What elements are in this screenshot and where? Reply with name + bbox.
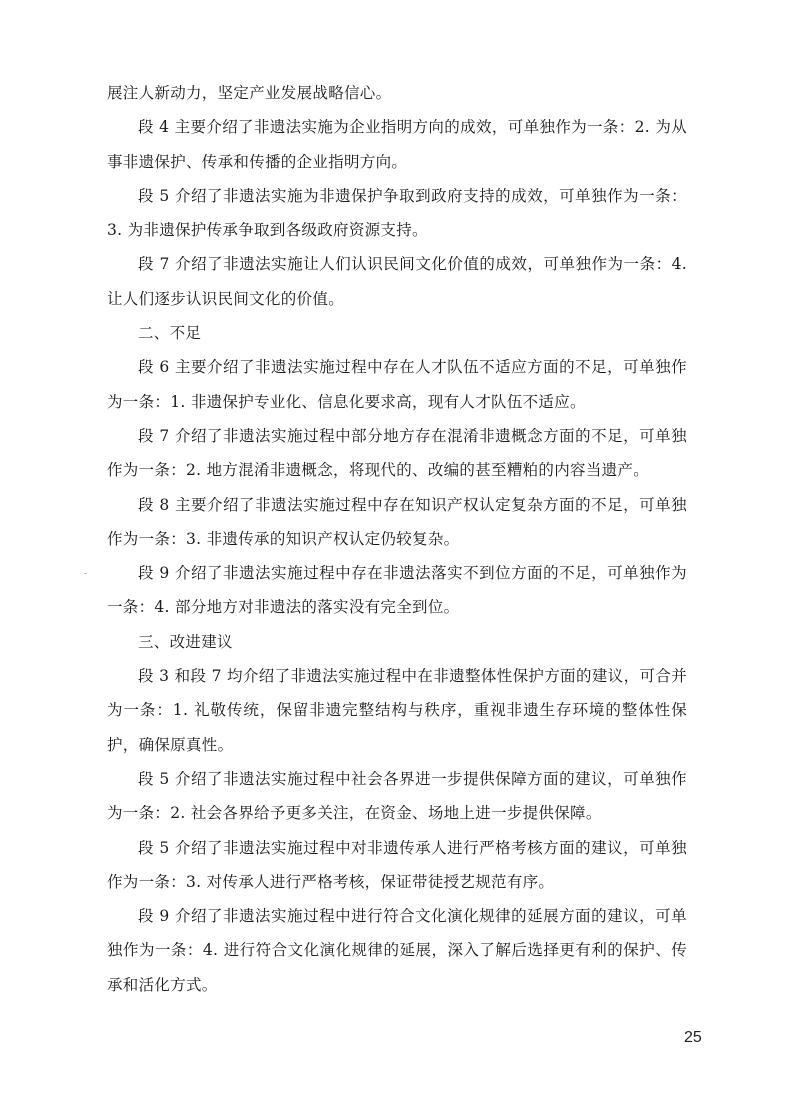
page-number: 25 (684, 1029, 702, 1046)
paragraph: 段 5 介绍了非遗法实施过程中对非遗传承人进行严格考核方面的建议，可单独作为一条：3. 对传承人进行严格考核，保证带徒授艺规范有序。 (107, 838, 687, 891)
paragraph-continuation: 展注人新动力，坚定产业发展战略信心。 (107, 84, 392, 102)
body-text (107, 76, 687, 1002)
paragraph: 段 7 介绍了非遗法实施让人们认识民间文化价值的成效，可单独作为一条：4. 让人们逐步认识民间文化的价值。 (107, 255, 687, 308)
section-heading-suggestions: 三、改进建议 (138, 632, 233, 651)
paragraph: 段 9 介绍了非遗法实施过程中进行符合文化演化规律的延展方面的建议，可单独作为一条：4. 进行符合文化演化规律的延展，深入了解后选择更有利的保护、传承和活化方式。 (107, 907, 687, 994)
section-heading-shortcomings: 二、不足 (138, 324, 202, 343)
paragraph: 段 9 介绍了非遗法实施过程中存在非遗法落实不到位方面的不足，可单独作为一条：4. 部分地方对非遗法的落实没有完全到位。 (107, 564, 687, 617)
paragraph: 段 6 主要介绍了非遗法实施过程中存在人才队伍不适应方面的不足，可单独作为一条：1. 非遗保护专业化、信息化要求高，现有人才队伍不适应。 (107, 358, 687, 411)
paragraph: 段 7 介绍了非遗法实施过程中部分地方存在混淆非遗概念方面的不足，可单独作为一条：2. 地方混淆非遗概念，将现代的、改编的甚至糟粕的内容当遗产。 (107, 426, 687, 480)
paragraph: 段 5 介绍了非遗法实施为非遗保护争取到政府支持的成效，可单独作为一条：3. 为非遗保护传承争取到各级政府资源支持。 (107, 186, 687, 240)
paragraph: 段 5 介绍了非遗法实施过程中社会各界进一步提供保障方面的建议，可单独作为一条：2. 社会各界给予更多关注，在资金、场地上进一步提供保障。 (107, 769, 687, 823)
paragraph: 段 3 和段 7 均介绍了非遗法实施过程中在非遗整体性保护方面的建议，可合并为一条：1. 礼敬传统，保留非遗完整结构与秩序，重视非遗生存环境的整体性保护，确保原真性。 (107, 667, 687, 754)
margin-mark (84, 573, 87, 574)
paragraph: 段 4 主要介绍了非遗法实施为企业指明方向的成效，可单独作为一条：2. 为从事非遗保护、传承和传播的企业指明方向。 (107, 118, 687, 171)
paragraph: 段 8 主要介绍了非遗法实施过程中存在知识产权认定复杂方面的不足，可单独作为一条：3. 非遗传承的知识产权认定仍较复杂。 (107, 495, 687, 548)
